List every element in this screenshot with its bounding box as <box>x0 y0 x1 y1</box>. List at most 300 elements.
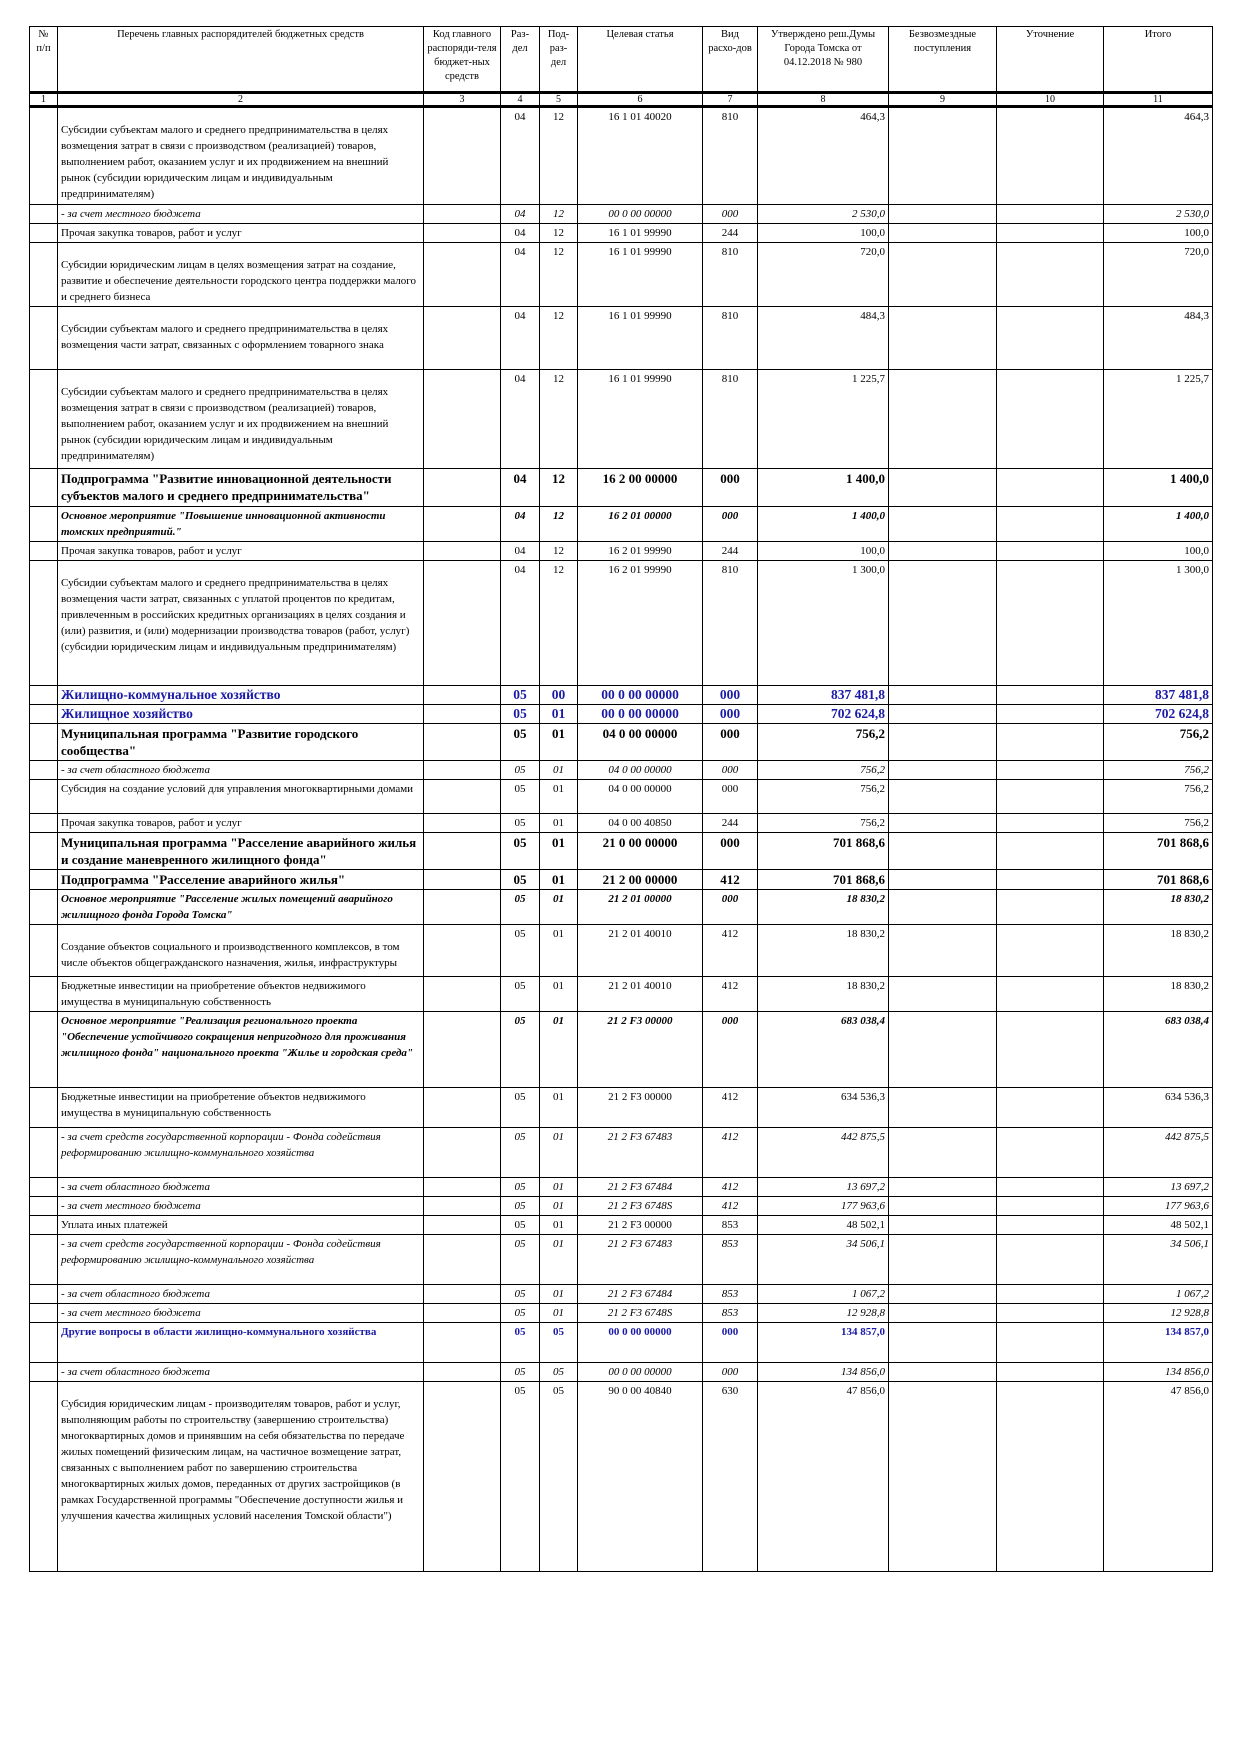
approved-amount: 702 624,8 <box>758 705 889 724</box>
adjustment-cell <box>997 1382 1104 1572</box>
podrazdel-cell: 01 <box>540 833 578 870</box>
grants-cell <box>889 814 997 833</box>
header-total: Итого <box>1104 27 1213 93</box>
row-num-cell <box>30 1304 58 1323</box>
row-num-cell <box>30 1323 58 1363</box>
adjustment-cell <box>997 542 1104 561</box>
target-article-cell: 21 0 00 00000 <box>578 833 703 870</box>
expense-type-cell: 810 <box>703 561 758 686</box>
col-number: 10 <box>997 93 1104 107</box>
item-name: Другие вопросы в области жилищно-коммунального хозяйства <box>58 1323 424 1363</box>
expense-type-cell: 000 <box>703 205 758 224</box>
total-amount: 701 868,6 <box>1104 870 1213 890</box>
row-num-cell <box>30 977 58 1012</box>
table-row <box>30 780 1213 814</box>
grants-cell <box>889 370 997 469</box>
gr-code-cell <box>424 1382 501 1572</box>
total-amount: 756,2 <box>1104 814 1213 833</box>
approved-amount: 100,0 <box>758 224 889 243</box>
approved-amount: 1 300,0 <box>758 561 889 686</box>
item-name: Создание объектов социального и производственного комплексов, в том числе объектов общегражданского назначения, жилья, инфраструктуры <box>58 925 424 977</box>
razdel-cell: 05 <box>501 1235 540 1285</box>
grants-cell <box>889 1235 997 1285</box>
expense-type-cell: 000 <box>703 780 758 814</box>
gr-code-cell <box>424 307 501 370</box>
grants-cell <box>889 1304 997 1323</box>
row-num-cell <box>30 1012 58 1088</box>
podrazdel-cell: 12 <box>540 107 578 205</box>
grants-cell <box>889 1197 997 1216</box>
col-number: 11 <box>1104 93 1213 107</box>
row-num-cell <box>30 1178 58 1197</box>
approved-amount: 720,0 <box>758 243 889 307</box>
row-num-cell <box>30 243 58 307</box>
grants-cell <box>889 1216 997 1235</box>
grants-cell <box>889 1128 997 1178</box>
expense-type-cell: 000 <box>703 705 758 724</box>
podrazdel-cell: 12 <box>540 307 578 370</box>
row-num-cell <box>30 561 58 686</box>
row-num-cell <box>30 1382 58 1572</box>
approved-amount: 2 530,0 <box>758 205 889 224</box>
table-body <box>30 107 1213 1572</box>
expense-type-cell: 853 <box>703 1304 758 1323</box>
target-article-cell: 21 2 F3 00000 <box>578 1216 703 1235</box>
adjustment-cell <box>997 870 1104 890</box>
table-row <box>30 761 1213 780</box>
target-article-cell: 90 0 00 40840 <box>578 1382 703 1572</box>
total-amount: 18 830,2 <box>1104 925 1213 977</box>
approved-amount: 837 481,8 <box>758 686 889 705</box>
gr-code-cell <box>424 1285 501 1304</box>
row-num-cell <box>30 1235 58 1285</box>
expense-type-cell: 630 <box>703 1382 758 1572</box>
total-amount: 1 067,2 <box>1104 1285 1213 1304</box>
header-approved: Утверждено реш.Думы Города Томска от 04.12.2018 № 980 <box>758 27 889 93</box>
gr-code-cell <box>424 833 501 870</box>
gr-code-cell <box>424 870 501 890</box>
approved-amount: 177 963,6 <box>758 1197 889 1216</box>
grants-cell <box>889 1012 997 1088</box>
podrazdel-cell: 00 <box>540 686 578 705</box>
item-name: Жилищно-коммунальное хозяйство <box>58 686 424 705</box>
approved-amount: 442 875,5 <box>758 1128 889 1178</box>
total-amount: 13 697,2 <box>1104 1178 1213 1197</box>
table-row <box>30 705 1213 724</box>
total-amount: 134 857,0 <box>1104 1323 1213 1363</box>
target-article-cell: 00 0 00 00000 <box>578 205 703 224</box>
expense-type-cell: 853 <box>703 1216 758 1235</box>
table-header-row <box>30 27 1213 93</box>
grants-cell <box>889 925 997 977</box>
gr-code-cell <box>424 1323 501 1363</box>
row-num-cell <box>30 890 58 925</box>
budget-table <box>29 26 1213 1572</box>
gr-code-cell <box>424 1197 501 1216</box>
grants-cell <box>889 224 997 243</box>
table-row <box>30 307 1213 370</box>
grants-cell <box>889 870 997 890</box>
approved-amount: 18 830,2 <box>758 890 889 925</box>
expense-type-cell: 000 <box>703 724 758 761</box>
podrazdel-cell: 01 <box>540 1197 578 1216</box>
podrazdel-cell: 01 <box>540 1216 578 1235</box>
podrazdel-cell: 01 <box>540 1235 578 1285</box>
adjustment-cell <box>997 780 1104 814</box>
header-name: Перечень главных распорядителей бюджетных средств <box>58 27 424 93</box>
grants-cell <box>889 469 997 507</box>
table-row <box>30 925 1213 977</box>
grants-cell <box>889 1323 997 1363</box>
razdel-cell: 04 <box>501 542 540 561</box>
table-row <box>30 1285 1213 1304</box>
expense-type-cell: 000 <box>703 469 758 507</box>
col-number: 2 <box>58 93 424 107</box>
row-num-cell <box>30 870 58 890</box>
podrazdel-cell: 01 <box>540 724 578 761</box>
col-number: 3 <box>424 93 501 107</box>
header-razdel: Раз-дел <box>501 27 540 93</box>
table-row <box>30 1128 1213 1178</box>
row-num-cell <box>30 107 58 205</box>
target-article-cell: 21 2 F3 00000 <box>578 1012 703 1088</box>
adjustment-cell <box>997 243 1104 307</box>
target-article-cell: 21 2 F3 00000 <box>578 1088 703 1128</box>
row-num-cell <box>30 705 58 724</box>
item-name: Субсидии субъектам малого и среднего предпринимательства в целях возмещения части затрат, связанных с оформлением товарного знака <box>58 307 424 370</box>
table-row <box>30 370 1213 469</box>
approved-amount: 1 400,0 <box>758 507 889 542</box>
razdel-cell: 04 <box>501 469 540 507</box>
gr-code-cell <box>424 724 501 761</box>
target-article-cell: 21 2 F3 6748S <box>578 1304 703 1323</box>
adjustment-cell <box>997 724 1104 761</box>
adjustment-cell <box>997 1363 1104 1382</box>
razdel-cell: 04 <box>501 107 540 205</box>
expense-type-cell: 244 <box>703 224 758 243</box>
gr-code-cell <box>424 1012 501 1088</box>
podrazdel-cell: 12 <box>540 542 578 561</box>
table-row <box>30 1304 1213 1323</box>
razdel-cell: 05 <box>501 1304 540 1323</box>
target-article-cell: 21 2 00 00000 <box>578 870 703 890</box>
table-row <box>30 1323 1213 1363</box>
approved-amount: 756,2 <box>758 814 889 833</box>
table-row <box>30 890 1213 925</box>
table-row <box>30 1012 1213 1088</box>
approved-amount: 683 038,4 <box>758 1012 889 1088</box>
target-article-cell: 00 0 00 00000 <box>578 705 703 724</box>
approved-amount: 756,2 <box>758 761 889 780</box>
grants-cell <box>889 686 997 705</box>
table-row <box>30 870 1213 890</box>
expense-type-cell: 000 <box>703 890 758 925</box>
table-row <box>30 561 1213 686</box>
item-name: Субсидии субъектам малого и среднего предпринимательства в целях возмещения затрат в связи с производством (реализацией) товаров, выполнением работ, оказанием услуг и их продвижением на внешний рынок (субсидии юридическим лицам и индивидуальным предпринимателям) <box>58 107 424 205</box>
adjustment-cell <box>997 1197 1104 1216</box>
grants-cell <box>889 561 997 686</box>
gr-code-cell <box>424 977 501 1012</box>
approved-amount: 756,2 <box>758 780 889 814</box>
approved-amount: 701 868,6 <box>758 870 889 890</box>
table-row <box>30 1235 1213 1285</box>
total-amount: 756,2 <box>1104 724 1213 761</box>
row-num-cell <box>30 507 58 542</box>
grants-cell <box>889 1178 997 1197</box>
table-row <box>30 977 1213 1012</box>
column-numbers-row <box>30 93 1213 107</box>
razdel-cell: 04 <box>501 307 540 370</box>
target-article-cell: 21 2 F3 6748S <box>578 1197 703 1216</box>
adjustment-cell <box>997 977 1104 1012</box>
gr-code-cell <box>424 243 501 307</box>
razdel-cell: 05 <box>501 686 540 705</box>
gr-code-cell <box>424 561 501 686</box>
item-name: Муниципальная программа "Развитие городского сообщества" <box>58 724 424 761</box>
expense-type-cell: 000 <box>703 1363 758 1382</box>
grants-cell <box>889 205 997 224</box>
approved-amount: 634 536,3 <box>758 1088 889 1128</box>
podrazdel-cell: 01 <box>540 780 578 814</box>
gr-code-cell <box>424 686 501 705</box>
razdel-cell: 05 <box>501 1178 540 1197</box>
grants-cell <box>889 890 997 925</box>
total-amount: 18 830,2 <box>1104 977 1213 1012</box>
razdel-cell: 05 <box>501 1323 540 1363</box>
table-row <box>30 1216 1213 1235</box>
total-amount: 442 875,5 <box>1104 1128 1213 1178</box>
total-amount: 634 536,3 <box>1104 1088 1213 1128</box>
total-amount: 134 856,0 <box>1104 1363 1213 1382</box>
podrazdel-cell: 01 <box>540 870 578 890</box>
razdel-cell: 05 <box>501 780 540 814</box>
total-amount: 837 481,8 <box>1104 686 1213 705</box>
expense-type-cell: 412 <box>703 870 758 890</box>
target-article-cell: 00 0 00 00000 <box>578 1363 703 1382</box>
adjustment-cell <box>997 1088 1104 1128</box>
item-name: Основное мероприятие "Реализация регионального проекта "Обеспечение устойчивого сокращения непригодного для проживания жилищного фонда" национального проекта "Жилье и городская среда" <box>58 1012 424 1088</box>
header-num: № п/п <box>30 27 58 93</box>
grants-cell <box>889 705 997 724</box>
podrazdel-cell: 12 <box>540 370 578 469</box>
podrazdel-cell: 01 <box>540 925 578 977</box>
razdel-cell: 04 <box>501 370 540 469</box>
grants-cell <box>889 977 997 1012</box>
total-amount: 47 856,0 <box>1104 1382 1213 1572</box>
target-article-cell: 21 2 01 40010 <box>578 977 703 1012</box>
adjustment-cell <box>997 370 1104 469</box>
gr-code-cell <box>424 1304 501 1323</box>
adjustment-cell <box>997 1304 1104 1323</box>
total-amount: 756,2 <box>1104 780 1213 814</box>
adjustment-cell <box>997 307 1104 370</box>
target-article-cell: 21 2 F3 67484 <box>578 1285 703 1304</box>
gr-code-cell <box>424 507 501 542</box>
adjustment-cell <box>997 1216 1104 1235</box>
razdel-cell: 04 <box>501 561 540 686</box>
total-amount: 484,3 <box>1104 307 1213 370</box>
gr-code-cell <box>424 1178 501 1197</box>
podrazdel-cell: 12 <box>540 224 578 243</box>
approved-amount: 134 857,0 <box>758 1323 889 1363</box>
table-row <box>30 686 1213 705</box>
item-name: Прочая закупка товаров, работ и услуг <box>58 814 424 833</box>
expense-type-cell: 810 <box>703 307 758 370</box>
total-amount: 1 300,0 <box>1104 561 1213 686</box>
table-row <box>30 243 1213 307</box>
approved-amount: 134 856,0 <box>758 1363 889 1382</box>
approved-amount: 13 697,2 <box>758 1178 889 1197</box>
item-name: - за счет областного бюджета <box>58 1178 424 1197</box>
target-article-cell: 16 1 01 99990 <box>578 224 703 243</box>
row-num-cell <box>30 542 58 561</box>
adjustment-cell <box>997 1178 1104 1197</box>
target-article-cell: 16 1 01 99990 <box>578 307 703 370</box>
expense-type-cell: 412 <box>703 1197 758 1216</box>
item-name: Основное мероприятие "Расселение жилых помещений аварийного жилищного фонда Города Томска" <box>58 890 424 925</box>
table-row <box>30 1178 1213 1197</box>
expense-type-cell: 412 <box>703 977 758 1012</box>
row-num-cell <box>30 686 58 705</box>
podrazdel-cell: 05 <box>540 1323 578 1363</box>
item-name: Субсидии юридическим лицам в целях возмещения затрат на создание, развитие и обеспечение деятельности городского центра поддержки малого и среднего бизнеса <box>58 243 424 307</box>
item-name: Жилищное хозяйство <box>58 705 424 724</box>
target-article-cell: 00 0 00 00000 <box>578 686 703 705</box>
gr-code-cell <box>424 705 501 724</box>
podrazdel-cell: 12 <box>540 469 578 507</box>
gr-code-cell <box>424 1216 501 1235</box>
row-num-cell <box>30 724 58 761</box>
expense-type-cell: 412 <box>703 925 758 977</box>
row-num-cell <box>30 1128 58 1178</box>
item-name: Подпрограмма "Расселение аварийного жилья" <box>58 870 424 890</box>
total-amount: 464,3 <box>1104 107 1213 205</box>
header-grants: Безвозмездные поступления <box>889 27 997 93</box>
grants-cell <box>889 1285 997 1304</box>
row-num-cell <box>30 814 58 833</box>
row-num-cell <box>30 1088 58 1128</box>
approved-amount: 1 400,0 <box>758 469 889 507</box>
row-num-cell <box>30 780 58 814</box>
expense-type-cell: 810 <box>703 370 758 469</box>
header-podrazdel: Под-раз-дел <box>540 27 578 93</box>
gr-code-cell <box>424 761 501 780</box>
razdel-cell: 05 <box>501 1363 540 1382</box>
item-name: Прочая закупка товаров, работ и услуг <box>58 224 424 243</box>
grants-cell <box>889 780 997 814</box>
item-name: - за счет областного бюджета <box>58 1363 424 1382</box>
total-amount: 100,0 <box>1104 224 1213 243</box>
item-name: Субсидии субъектам малого и среднего предпринимательства в целях возмещения затрат в связи с производством (реализацией) товаров, выполнением работ, оказанием услуг и их продвижением на внешний рынок (субсидии юридическим лицам и индивидуальным предпринимателям) <box>58 370 424 469</box>
header-adjustment: Уточнение <box>997 27 1104 93</box>
adjustment-cell <box>997 925 1104 977</box>
adjustment-cell <box>997 761 1104 780</box>
approved-amount: 34 506,1 <box>758 1235 889 1285</box>
grants-cell <box>889 307 997 370</box>
adjustment-cell <box>997 1285 1104 1304</box>
razdel-cell: 05 <box>501 1128 540 1178</box>
target-article-cell: 16 1 01 99990 <box>578 370 703 469</box>
gr-code-cell <box>424 542 501 561</box>
gr-code-cell <box>424 469 501 507</box>
row-num-cell <box>30 1197 58 1216</box>
table-row <box>30 1088 1213 1128</box>
adjustment-cell <box>997 107 1104 205</box>
gr-code-cell <box>424 925 501 977</box>
item-name: - за счет областного бюджета <box>58 761 424 780</box>
total-amount: 1 400,0 <box>1104 469 1213 507</box>
adjustment-cell <box>997 205 1104 224</box>
adjustment-cell <box>997 1323 1104 1363</box>
target-article-cell: 21 2 F3 67483 <box>578 1128 703 1178</box>
target-article-cell: 04 0 00 40850 <box>578 814 703 833</box>
item-name: Уплата иных платежей <box>58 1216 424 1235</box>
col-number: 7 <box>703 93 758 107</box>
adjustment-cell <box>997 890 1104 925</box>
gr-code-cell <box>424 1235 501 1285</box>
total-amount: 683 038,4 <box>1104 1012 1213 1088</box>
table-row <box>30 1197 1213 1216</box>
adjustment-cell <box>997 1235 1104 1285</box>
gr-code-cell <box>424 780 501 814</box>
target-article-cell: 00 0 00 00000 <box>578 1323 703 1363</box>
item-name: Бюджетные инвестиции на приобретение объектов недвижимого имущества в муниципальную собственность <box>58 977 424 1012</box>
target-article-cell: 16 1 01 40020 <box>578 107 703 205</box>
podrazdel-cell: 05 <box>540 1382 578 1572</box>
razdel-cell: 05 <box>501 977 540 1012</box>
adjustment-cell <box>997 469 1104 507</box>
item-name: - за счет средств государственной корпорации - Фонда содействия реформированию жилищно-коммунального хозяйства <box>58 1235 424 1285</box>
col-number: 9 <box>889 93 997 107</box>
adjustment-cell <box>997 705 1104 724</box>
total-amount: 12 928,8 <box>1104 1304 1213 1323</box>
total-amount: 48 502,1 <box>1104 1216 1213 1235</box>
col-number: 1 <box>30 93 58 107</box>
razdel-cell: 04 <box>501 507 540 542</box>
table-row <box>30 814 1213 833</box>
grants-cell <box>889 761 997 780</box>
row-num-cell <box>30 205 58 224</box>
expense-type-cell: 853 <box>703 1235 758 1285</box>
gr-code-cell <box>424 1088 501 1128</box>
target-article-cell: 16 1 01 99990 <box>578 243 703 307</box>
target-article-cell: 21 2 01 40010 <box>578 925 703 977</box>
table-row <box>30 724 1213 761</box>
item-name: - за счет местного бюджета <box>58 1197 424 1216</box>
target-article-cell: 16 2 01 99990 <box>578 561 703 686</box>
adjustment-cell <box>997 224 1104 243</box>
expense-type-cell: 810 <box>703 243 758 307</box>
podrazdel-cell: 12 <box>540 243 578 307</box>
row-num-cell <box>30 833 58 870</box>
item-name: Субсидия на создание условий для управления многоквартирными домами <box>58 780 424 814</box>
razdel-cell: 05 <box>501 1285 540 1304</box>
podrazdel-cell: 01 <box>540 1088 578 1128</box>
razdel-cell: 05 <box>501 724 540 761</box>
expense-type-cell: 244 <box>703 542 758 561</box>
table-row <box>30 205 1213 224</box>
razdel-cell: 05 <box>501 1382 540 1572</box>
total-amount: 756,2 <box>1104 761 1213 780</box>
table-row <box>30 107 1213 205</box>
razdel-cell: 05 <box>501 833 540 870</box>
expense-type-cell: 000 <box>703 686 758 705</box>
col-number: 4 <box>501 93 540 107</box>
target-article-cell: 16 2 01 00000 <box>578 507 703 542</box>
total-amount: 701 868,6 <box>1104 833 1213 870</box>
approved-amount: 1 067,2 <box>758 1285 889 1304</box>
expense-type-cell: 000 <box>703 833 758 870</box>
